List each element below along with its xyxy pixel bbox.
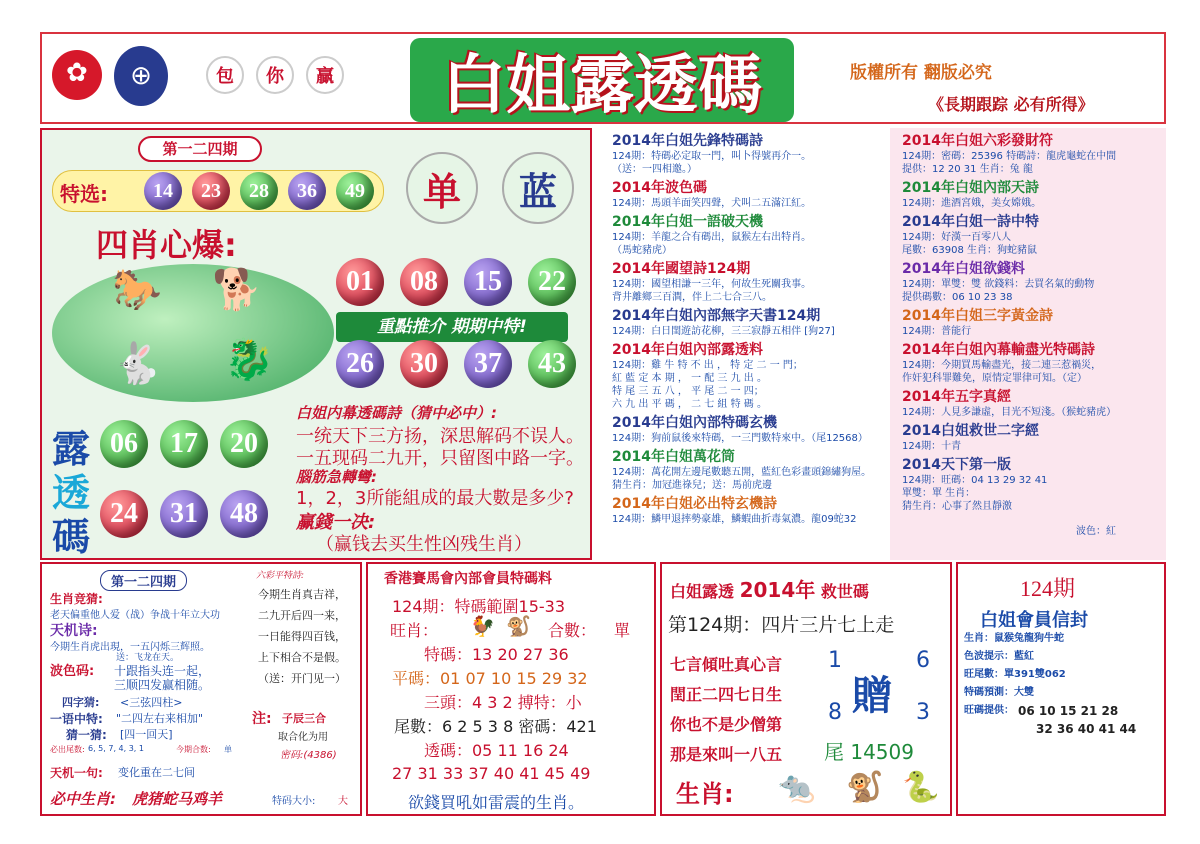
mid-section-title: 2014年國望詩124期 [612,261,751,277]
copyright-text: 版權所有 翻版必究 [850,63,992,83]
mid-section-title: 2014年白姐先鋒特碼詩 [612,133,763,149]
poem-line: 一统天下三方扬，深思解码不误人。 [296,426,584,447]
special-ball: 36 [288,172,326,210]
b3-title-pre: 白姐露透 [670,582,735,601]
b1-liucai-line: 二九开后四一来， [258,609,346,622]
b4-color: 色波提示：藍紅 [964,651,1034,662]
right-section-title: 2014年白姐內幕輸盡光特碼詩 [902,342,1095,358]
zodiac-ball: 01 [336,258,384,306]
b1-liucai-line: 今期生肖真吉祥， [258,588,346,601]
b1-liucai-line: 上下相合不是假。 [258,651,346,664]
b4-issue: 124期 [1020,576,1076,601]
dog-icon: 🐕 [212,267,262,313]
b3-poem-line: 閏正二四七日生 [670,685,783,704]
right-section-title: 2014年白姐欲錢料 [902,261,1025,277]
zodiac-oval [52,264,334,402]
b2-pingma: 平碼：01 07 10 15 29 32 [392,669,588,688]
right-list [890,128,1166,520]
b3-zodiac-label: 生肖: [676,780,734,808]
b1-yiyu-label: 一语中特: [50,712,103,726]
b4-tigong [964,702,1136,720]
mid-section-title: 2014年白姐內部露透料 [612,342,763,358]
mid-section-line: 124期：特碼必定取一門，叫卜得號再介一。 [612,151,812,162]
b1-tianjiju-text: 变化重在二七间 [118,766,195,779]
zodiac-ball: 15 [464,258,512,306]
mid-section-line: 特 尾 三 五 八 ， 平 尾 二 一 四； [612,386,764,397]
mid-section-line: 124期：白日閨遊訪花柳，三三寂靜五相伴 [狗27] [612,326,835,337]
lan-badge: 蓝 [502,152,574,224]
right-section-title: 2014年五字真經 [902,389,1011,405]
right-section-line: 124期：密碼：25396 特碼詩：龍虎龜蛇在中間 [902,151,1117,162]
lu-ball: 48 [220,490,268,538]
b2-bottom: 欲錢買吼如雷震的生肖。 [408,793,585,812]
issue-tag: 第一二四期 [138,136,262,162]
right-section-line: 124期：十青 [902,441,962,452]
lu-char: 露 [52,427,91,471]
b4-list [964,630,1136,738]
right-section-line: 124期：今期買馬輸盡光，接二連三惹禍災， [902,360,1102,371]
mid-section-line: 124期：羊龍之合有碼出，鼠猴左右出特肖。 [612,232,812,243]
b1-liucai-list [258,584,346,689]
b1-tianji-text: 今期生肖虎出現，一五闪烁三辉照。 [50,642,210,653]
b1-yiyu-text: "二四左右来相加" [116,712,204,725]
ma-char: 碼 [52,515,91,559]
dan-badge: 单 [406,152,478,224]
b1-zodiac-text: 老天偏重他人爱（战）争战十年立大功 [50,610,220,621]
b1-tail-text: 6, 5, 7, 4, 3, 1 [88,744,144,753]
b1-bose-text1: 十跟指头连一起， [114,664,211,678]
right-section-line: 124期：進酒宮娥，美女嫦娥。 [902,198,1042,209]
right-section-line: 猜生肖：心事了然且靜激 [902,501,1012,512]
b1-liucai-line: 一日能得四百钱， [258,630,346,643]
poem-title: 白姐内幕透碼詩（猜中必中）: [296,404,497,422]
b3-title-year: 2014年 [739,578,816,602]
mid-section-title: 2014年白姐萬花筒 [612,449,735,465]
b4-tigong2: 32 36 40 41 44 [1036,722,1137,736]
right-section-title: 2014年白姐一詩中特 [902,214,1039,230]
recommend-banner: 重點推介 期期中特! [336,312,568,342]
b1-zhu-label: 注: [252,711,272,727]
right-panel [890,128,1166,560]
lu-ball: 17 [160,420,208,468]
b2-heshu-value: 單 [614,621,631,640]
b3-n6: 6 [916,648,930,673]
mid-section-line: 124期：狗前鼠後來特碼，一三門數特來中。（尾12568） [612,433,868,444]
b3-tail: 尾 14509 [824,740,914,764]
special-ball: 23 [192,172,230,210]
b1-issue: 第一二四期 [100,570,187,591]
b3-n1: 1 [828,648,842,673]
b1-bose-text2: 三顺四发赢相随。 [114,678,211,692]
b1-bizhong-label: 必中生肖: [50,790,116,808]
b2-title: 香港賽馬會內部會員特碼料 [384,571,552,587]
puzzle-text: 1，2，3所能組成的最大數是多少? [296,488,574,509]
mid-section-title: 2014年白姐一語破天機 [612,214,763,230]
zodiac-ball: 30 [400,340,448,388]
right-section-title: 2014年白姐內部天詩 [902,180,1039,196]
right-section-line: 124期：好漢一百零八人 [902,232,1012,243]
b1-bose-label: 波色码: [50,664,95,679]
right-section-line: 124期：旺碼：04 13 29 32 41 [902,475,1048,486]
mid-section-line: 紅 藍 定 本 期 ， 一 配 三 九 出 。 [612,373,767,384]
mid-section-title: 2014年波色碼 [612,180,707,196]
bet-text: （赢钱去买生性凶残生肖） [316,534,532,555]
circle-word-2: 你 [256,56,294,94]
circle-word-3: 贏 [306,56,344,94]
right-section-line: 作奸犯科罪難免，原情定罪律可知。（定） [902,373,1087,384]
b1-tianji-send: 送：飞龙在天。 [116,653,180,663]
right-section-title: 2014白姐救世二字經 [902,423,1039,439]
zodiac-ball: 26 [336,340,384,388]
puzzle-title: 腦筋急轉彎: [296,468,377,486]
circle-word-1: 包 [206,56,244,94]
right-section-line: 124期：普能行 [902,326,972,337]
b1-heshu-label: 今期合数: [176,745,211,754]
mid-section-line: 124期：馬頭羊面笑四聲，犬叫二五滿江紅。 [612,198,812,209]
right-section-title: 2014天下第一版 [902,457,1011,473]
right-section-title: 2014年白姐三字黃金詩 [902,308,1053,324]
lu-ball: 24 [100,490,148,538]
right-section-line: 尾數：63908 生肖：狗蛇豬鼠 [902,245,1037,256]
right-section-line: 124期：人見多謙虛，目光不短淺。（猴蛇豬虎） [902,407,1117,418]
right-section-line: 單雙：單 生肖： [902,488,976,499]
mid-section-line: （馬蛇豬虎） [612,245,672,256]
b3-title [670,574,869,603]
b1-zhu-text: 子辰三合 [282,712,326,725]
b2-range: 124期：特碼範圍15-33 [392,597,566,616]
special-ball: 14 [144,172,182,210]
four-zodiac-title: 四肖心爆: [96,226,237,264]
special-ball: 49 [336,172,374,210]
mid-section-line: 124期：鱗甲退摔勢豪雄，鱗蝦曲折毒氣濃。龍09蛇32 [612,514,857,525]
right-section-title: 2014年白姐六彩發財符 [902,133,1053,149]
slogan-text: 《長期跟踪 必有所得》 [928,95,1094,114]
b4-tigong-label: 旺碼提供： [964,705,1014,716]
mid-section-title: 2014年白姐必出特玄機詩 [612,496,777,512]
rat-icon: 🐀 [778,770,816,805]
right-section-line: 124期：單雙：雙 欲錢料：去買名氣的動物 [902,279,1095,290]
b3-poem [670,650,782,770]
b4-tigong1: 06 10 15 21 28 [1018,704,1119,718]
zodiac-ball: 22 [528,258,576,306]
b4-tema: 特碼預測：大雙 [964,687,1034,698]
b2-santou: 三頭：4 3 2 搏特：小 [424,693,582,712]
b1-zodiac-label: 生肖竞猜: [50,592,103,606]
mid-panel [596,128,888,560]
main-title: 白姐露透碼 [410,38,794,122]
special-ball: 28 [240,172,278,210]
mid-section-line: （送：一四相邀。） [612,164,697,175]
b2-nums: 27 31 33 37 40 41 45 49 [392,764,591,783]
b4-shengxiao: 生肖：鼠猴兔龍狗牛蛇 [964,633,1064,644]
b1-heshu-text: 单 [224,745,232,754]
lu-ball: 20 [220,420,268,468]
b2-wang-label: 旺肖： [390,621,439,640]
b1-tianji-label: 天机诗: [50,623,98,639]
b2-heshu-label: 合數： [548,621,597,640]
mid-section-line: 六 九 出 平 碼 ， 二 七 組 特 碼 。 [612,399,767,410]
rooster-icon: 🐓 [470,614,495,638]
mid-section-line: 124期：雞 牛 特 不 出 ， 特 定 二 一 門； [612,360,803,371]
mid-section-line: 124期：國望相謙一三年，何故生死關我事。 [612,279,812,290]
rabbit-icon: 🐇 [112,341,162,387]
b3-poem-line: 那是來叫一八五 [670,745,783,764]
bauhinia-icon: ✿ [52,50,102,100]
mid-section-title: 2014年白姐內部無字天書124期 [612,308,821,324]
b1-liucai-title: 六彩平特詩: [256,571,305,581]
special-label: 特选: [60,182,108,206]
mid-section-line: 猜生肖：加冠進祿兒；送：馬前虎邊 [612,480,772,491]
mid-section-title: 2014年白姐內部特碼玄機 [612,415,777,431]
mid-list [596,128,888,533]
b1-size-text: 大 [338,796,348,807]
right-section-line: 提供：12 20 31 生肖：兔 龍 [902,164,1033,175]
b1-liucai-line: （送：开门见一） [258,672,346,685]
b1-bizhong-text: 虎猪蛇马鸡羊 [132,790,223,808]
b1-sizi-text: <三弦四柱> [120,696,183,709]
b1-mima: 密码:(4386) [280,750,337,761]
b1-tianjiju-label: 天机一句: [50,766,103,780]
dragon-icon: 🐉 [224,337,274,383]
monkey-icon: 🐒 [506,614,531,638]
b1-size-label: 特码大小: [272,796,316,807]
zodiac-ball: 37 [464,340,512,388]
b4-title: 白姐會員信封 [980,610,1088,631]
b3-n3: 3 [916,700,930,725]
b2-touma: 透碼：05 11 16 24 [424,741,569,760]
b1-zhu-text2: 取合化为用 [278,732,328,743]
b1-caiyicai-label: 猜一猜: [66,728,107,742]
b3-poem-line: 七言傾吐真心言 [670,655,783,674]
right-spacer [902,513,1154,516]
snake-icon: 🐍 [902,770,940,805]
poem-line: 一五现码二九开，只留图中路一字。 [296,448,584,469]
b3-title-post: 救世碼 [820,582,869,601]
bet-title: 赢錢一决: [296,512,376,533]
lu-ball: 06 [100,420,148,468]
b3-zeng: 贈 [852,673,892,719]
zodiac-ball: 43 [528,340,576,388]
b3-line1: 第124期：四片三片七上走 [668,614,895,636]
mid-section-line: 124期：萬花開左邊尾數聽五開，藍紅色彩畫頭錦繡狗屋。 [612,467,872,478]
b4-wei: 旺尾數：單391雙062 [964,669,1066,680]
monkey-icon: 🐒 [846,770,884,805]
mid-section-line: 背井離鄉三百澗，伴上二七合三八。 [612,292,772,303]
b3-n8: 8 [828,700,842,725]
horse-icon: 🐎 [112,267,162,313]
b1-caiyicai-text: [四一回天] [120,728,173,741]
right-color-label: 波色：紅 [1076,526,1116,537]
jockey-club-icon: ⊕ [114,46,168,106]
tou-char: 透 [52,471,91,515]
b3-poem-line: 你也不是少僧第 [670,715,783,734]
b2-weishu: 尾數：6 2 5 3 8 密碼：421 [394,717,597,736]
right-section-line: 提供碼數：06 10 23 38 [902,292,1013,303]
mid-spacer [612,526,872,529]
zodiac-ball: 08 [400,258,448,306]
lu-ball: 31 [160,490,208,538]
b1-sizi-label: 四字猜: [62,696,100,709]
b2-tema: 特碼：13 20 27 36 [424,645,569,664]
b1-tail-label: 必出尾数: [50,745,85,754]
